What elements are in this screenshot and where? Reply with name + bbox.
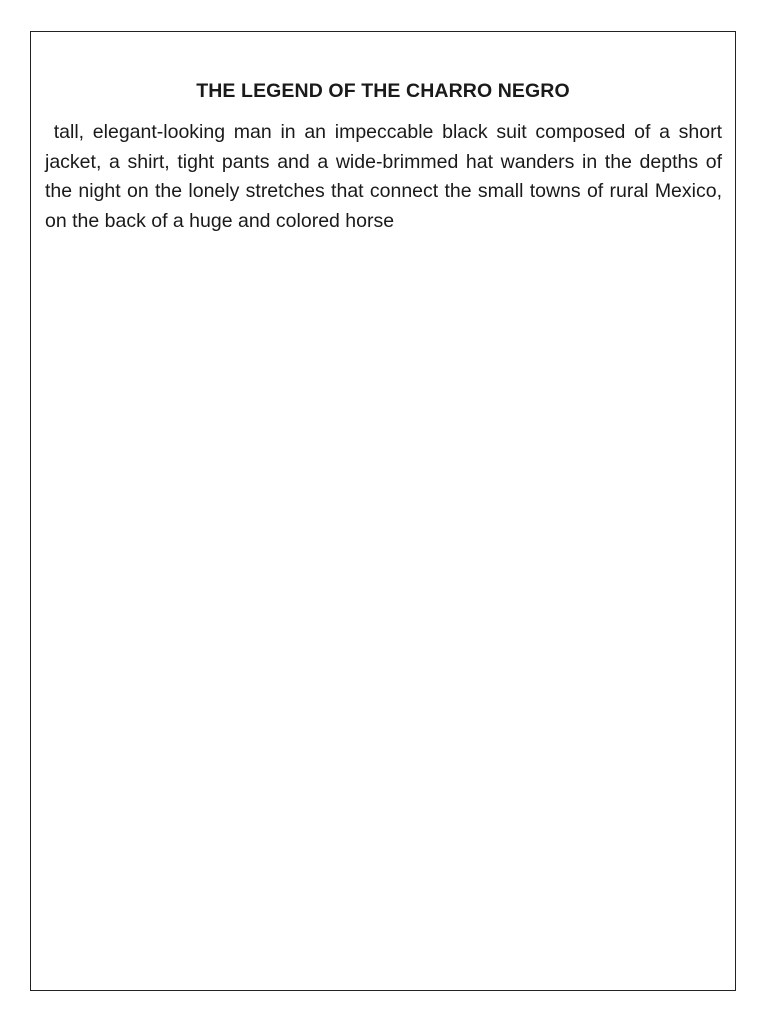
document-body-paragraph: tall, elegant-looking man in an impeccable black suit composed of a short jacket, a shirt, tight pants and a wide-brimmed hat wanders in the depths of the night on the lonely stretches that connect the small towns of rural Mexico, on the back of a huge and colored horse <box>45 121 728 232</box>
document-page <box>30 31 736 991</box>
document-title: THE LEGEND OF THE CHARRO NEGRO <box>196 80 570 102</box>
